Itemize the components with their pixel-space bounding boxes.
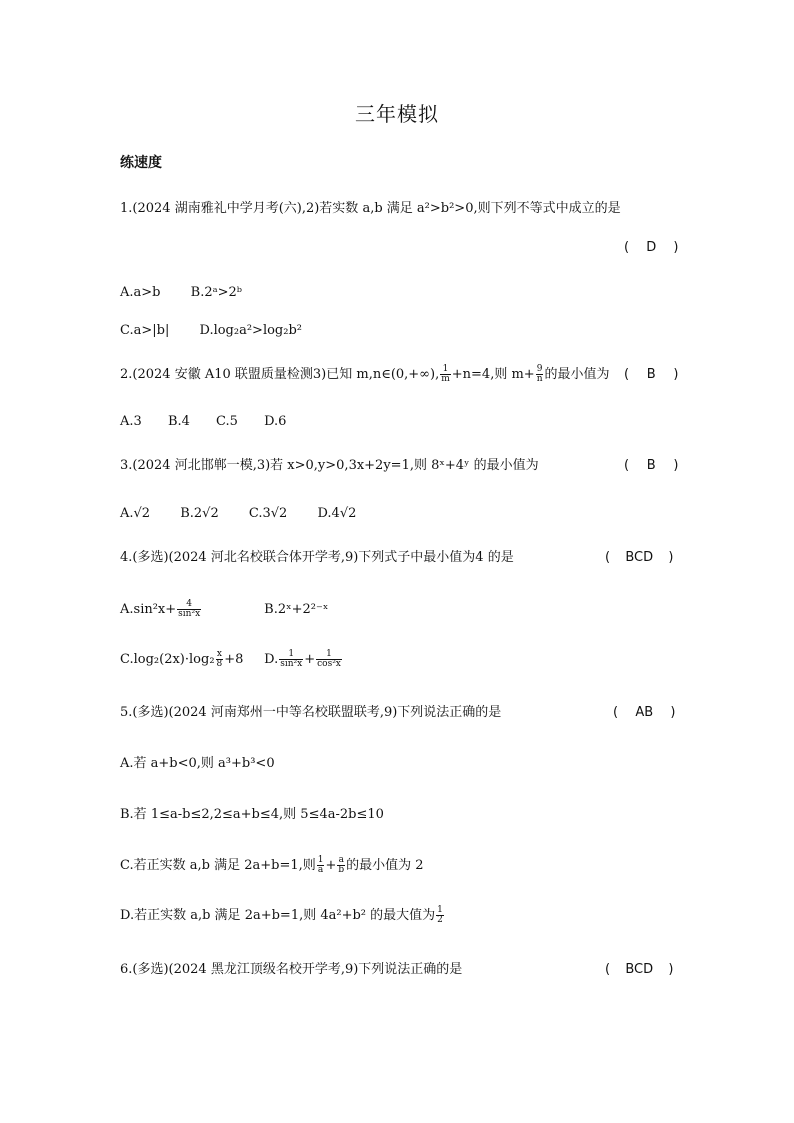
answer-paren-close: ) <box>668 962 674 977</box>
answer-paren-open: ( <box>624 240 630 255</box>
option-b: B.2√2 <box>180 506 219 521</box>
question-1-options-row-1 <box>120 284 268 302</box>
fraction <box>436 906 444 925</box>
question-3-stem: 3.(2024 河北邯郸一模,3)若 x>0,y>0,3x+2y=1,则 8ˣ+4ʸ 的最小值为 <box>120 458 539 473</box>
question-5-option-b: B.若 1≤a-b≤2,2≤a+b≤4,则 5≤4a-2b≤10 <box>120 807 384 822</box>
answer-value: BCD <box>625 550 654 565</box>
question-5-option-c <box>120 856 424 875</box>
denominator: a <box>317 865 324 875</box>
question-3-answer <box>624 457 678 475</box>
question-2-options <box>120 413 308 431</box>
answer-value: B <box>646 367 656 382</box>
fraction <box>536 365 544 384</box>
question-1-answer <box>624 239 678 257</box>
option-text: 的最小值为 2 <box>346 858 424 873</box>
answer-paren-close: ) <box>670 705 676 720</box>
answer-paren-open: ( <box>605 962 611 977</box>
answer-value: AB <box>635 705 654 720</box>
option-a <box>120 600 260 619</box>
numerator: 1 <box>437 905 443 915</box>
question-5-option-a: A.若 a+b<0,则 a³+b³<0 <box>120 756 275 771</box>
fraction <box>279 650 303 669</box>
fraction <box>316 650 342 669</box>
option-text: C.log₂(2x)·log₂ <box>120 652 215 667</box>
question-6-answer <box>605 961 673 979</box>
question-5-stem: 5.(多选)(2024 河南郑州一中等名校联盟联考,9)下列说法正确的是 <box>120 705 502 720</box>
denominator: 8 <box>216 659 223 669</box>
option-text: + <box>304 652 316 667</box>
answer-value: B <box>646 458 656 473</box>
option-c <box>120 650 260 669</box>
question-1-options-row-2 <box>120 322 328 340</box>
question-2-answer <box>624 366 678 384</box>
denominator: sin²x <box>280 659 303 669</box>
option-c: C.a>|b| <box>120 323 170 338</box>
option-d <box>264 649 343 669</box>
option-c: C.5 <box>216 414 238 429</box>
option-d: D.log₂a²>log₂b² <box>199 323 302 338</box>
answer-paren-close: ) <box>668 550 674 565</box>
numerator: a <box>338 855 344 865</box>
stem-text: +n=4,则 m+ <box>451 367 535 382</box>
option-d: D.4√2 <box>317 506 357 521</box>
numerator: 1 <box>440 365 451 375</box>
answer-paren-close: ) <box>673 240 679 255</box>
denominator: b <box>338 865 345 875</box>
option-text: + <box>325 858 337 873</box>
option-a: A.3 <box>120 414 142 429</box>
question-2-stem <box>120 365 610 384</box>
option-b: B.2ˣ+2²⁻ˣ <box>264 602 329 617</box>
question-6-stem: 6.(多选)(2024 黑龙江顶级名校开学考,9)下列说法正确的是 <box>120 962 463 977</box>
answer-paren-open: ( <box>624 458 630 473</box>
question-5-answer <box>613 704 675 722</box>
numerator: 9 <box>536 364 543 374</box>
numerator: 4 <box>177 600 201 610</box>
fraction <box>317 856 325 875</box>
numerator: x <box>216 649 222 659</box>
answer-paren-close: ) <box>673 367 679 382</box>
question-5-option-d <box>120 906 445 925</box>
fraction <box>177 600 201 619</box>
option-a: A.a>b <box>120 285 161 300</box>
option-d: D.6 <box>264 414 287 429</box>
denominator: n <box>536 374 543 384</box>
question-1-stem: 1.(2024 湖南雅礼中学月考(六),2)若实数 a,b 满足 a²>b²>0,则下列不等式中成立的是 <box>120 201 621 216</box>
answer-paren-open: ( <box>613 705 619 720</box>
answer-paren-open: ( <box>605 550 611 565</box>
question-4-stem: 4.(多选)(2024 河北名校联合体开学考,9)下列式子中最小值为4 的是 <box>120 550 514 565</box>
numerator: 1 <box>279 650 303 660</box>
option-b: B.2ᵃ>2ᵇ <box>190 285 242 300</box>
option-a: A.√2 <box>120 506 151 521</box>
option-text: A.sin²x+ <box>120 602 177 617</box>
stem-text: 的最小值为 <box>544 367 610 382</box>
fraction <box>216 650 224 669</box>
option-c: C.3√2 <box>248 506 288 521</box>
fraction <box>337 856 345 875</box>
option-text: D.若正实数 a,b 满足 2a+b=1,则 4a²+b² 的最大值为 <box>120 908 436 923</box>
answer-value: D <box>646 240 657 255</box>
question-4-options-row-1 <box>120 600 328 619</box>
option-text: D. <box>264 652 279 667</box>
numerator: 1 <box>317 855 324 865</box>
option-text: +8 <box>224 652 244 667</box>
question-3-options <box>120 505 382 523</box>
question-4-answer <box>605 549 673 567</box>
stem-text: 2.(2024 安徽 A10 联盟质量检测3)已知 m,n∈(0,+∞), <box>120 367 440 382</box>
answer-paren-open: ( <box>624 367 630 382</box>
answer-value: BCD <box>625 962 654 977</box>
answer-paren-close: ) <box>673 458 679 473</box>
option-text: C.若正实数 a,b 满足 2a+b=1,则 <box>120 858 316 873</box>
section-heading: 练速度 <box>120 155 162 171</box>
numerator: 1 <box>316 650 342 660</box>
question-4-options-row-2 <box>120 650 343 669</box>
denominator: cos²x <box>317 659 341 669</box>
denominator: 2 <box>437 915 443 925</box>
option-b: B.4 <box>167 414 190 429</box>
page-title: 三年模拟 <box>355 102 439 126</box>
fraction <box>440 365 451 384</box>
denominator: sin²x <box>178 609 201 619</box>
denominator: m <box>441 374 450 384</box>
